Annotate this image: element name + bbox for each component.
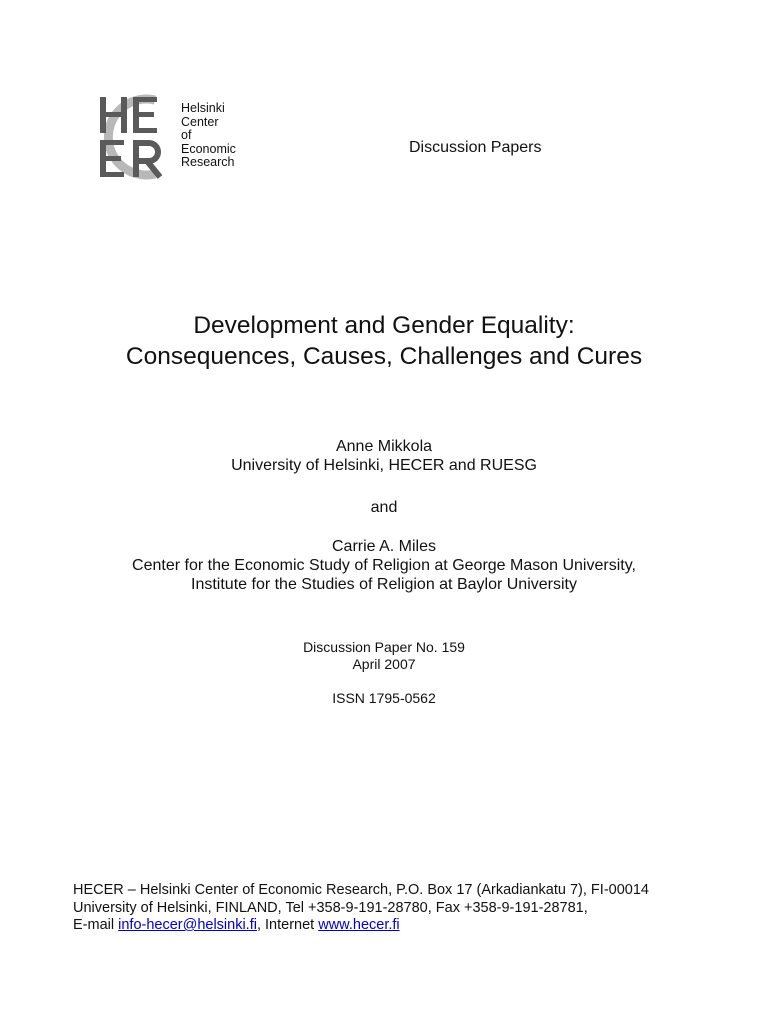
logo-text-line: Center: [181, 114, 219, 129]
footer-line-2: University of Helsinki, FINLAND, Tel +358-9-191-28780, Fax +358-9-191-28781,: [73, 899, 588, 916]
author-2-affiliation-line-2: Institute for the Studies of Religion at Baylor University: [191, 576, 577, 593]
paper-date: April 2007: [352, 656, 416, 672]
series-label: Discussion Papers: [409, 139, 542, 156]
author-conjunction: and: [370, 499, 398, 516]
website-link[interactable]: www.hecer.fi: [318, 917, 400, 933]
paper-info: [0, 639, 768, 673]
hecer-logo-mark: [97, 94, 177, 180]
author-1-affiliation: University of Helsinki, HECER and RUESG: [231, 457, 537, 474]
paper-issn: ISSN 1795-0562: [332, 690, 436, 706]
logo-text-line: Economic: [181, 141, 236, 156]
author-2-name: Carrie A. Miles: [331, 538, 437, 555]
email-link[interactable]: info-hecer@helsinki.fi: [118, 917, 257, 933]
title-line-1: Development and Gender Equality:: [193, 312, 575, 339]
footer-line-3: [73, 917, 649, 935]
logo-text-line: Helsinki: [181, 101, 225, 115]
logo-wordmark: [181, 102, 236, 170]
author-2-affiliation-line-1: Center for the Economic Study of Religion at George Mason University,: [132, 557, 636, 574]
footer-line-1: HECER – Helsinki Center of Economic Research, P.O. Box 17 (Arkadiankatu 7), FI-00014: [73, 882, 649, 898]
logo-text-line: of: [181, 128, 192, 142]
hecer-logo: [97, 94, 257, 180]
title-line-2: Consequences, Causes, Challenges and Cures: [125, 343, 643, 370]
author-2: [0, 537, 768, 594]
author-1: [0, 437, 768, 475]
footer-email-prefix: E-mail: [73, 917, 119, 933]
paper-title: [0, 310, 768, 372]
footer-internet-prefix: , Internet: [256, 917, 319, 933]
footer-contact: [73, 882, 649, 935]
author-1-name: Anne Mikkola: [335, 438, 433, 455]
paper-number: Discussion Paper No. 159: [303, 639, 465, 655]
logo-text-line: Research: [181, 155, 235, 169]
